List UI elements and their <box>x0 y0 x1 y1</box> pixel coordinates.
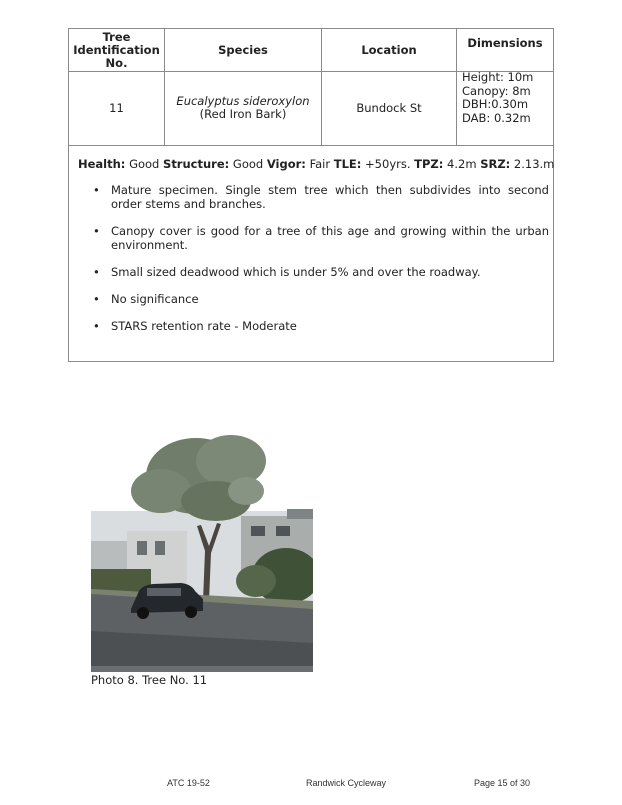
tle-label: TLE: <box>333 157 362 171</box>
tpz-label: TPZ: <box>414 157 444 171</box>
location-value: Bundock St <box>322 71 457 145</box>
tle-value: +50yrs. <box>365 157 411 171</box>
table-row <box>69 71 553 146</box>
footer-project-name: Randwick Cycleway <box>306 778 387 788</box>
tree-assessment-table <box>68 28 554 362</box>
table-header-row <box>69 29 553 72</box>
vigor-value: Fair <box>309 157 331 171</box>
health-label: Health: <box>78 157 126 171</box>
tree-photo-illustration <box>91 431 313 672</box>
dimension-canopy: Canopy: 8m <box>462 83 531 98</box>
header-location: Location <box>322 29 457 71</box>
tree-photo <box>91 431 313 672</box>
list-item: • Mature specimen. Single stem tree which then subdivides into second order stems and branches. <box>93 183 549 211</box>
structure-value: Good <box>232 157 264 171</box>
list-item: • STARS retention rate - Moderate <box>93 319 549 333</box>
species-botanical-name: Eucalyptus sideroxylon <box>176 94 310 108</box>
species-cell <box>165 71 322 145</box>
tree-id-value: 11 <box>69 71 165 145</box>
assessment-notes-list <box>93 183 549 346</box>
dimension-dab: DAB: 0.32m <box>462 110 531 125</box>
srz-value: 2.13.m <box>513 157 555 171</box>
header-dimensions: Dimensions <box>467 36 543 50</box>
tree-details-section <box>69 145 553 361</box>
dimension-height: Height: 10m <box>462 70 534 84</box>
header-species: Species <box>165 29 322 71</box>
list-item: • Canopy cover is good for a tree of this age and growing within the urban environment. <box>93 224 549 252</box>
health-value: Good <box>129 157 160 171</box>
photo-caption: Photo 8. Tree No. 11 <box>91 673 208 687</box>
dimension-dbh: DBH:0.30m <box>462 97 529 111</box>
footer-document-code: ATC 19-52 <box>167 778 210 788</box>
list-item: • Small sized deadwood which is under 5% and over the roadway. <box>93 265 549 279</box>
srz-label: SRZ: <box>480 157 511 171</box>
species-common-name: (Red Iron Bark) <box>199 107 287 121</box>
tpz-value: 4.2m <box>447 157 477 171</box>
dimensions-cell <box>457 71 553 145</box>
list-item: • No significance <box>93 292 549 306</box>
health-summary-line <box>78 157 554 171</box>
structure-label: Structure: <box>163 157 230 171</box>
footer-page-number: Page 15 of 30 <box>474 778 531 788</box>
vigor-label: Vigor: <box>266 157 306 171</box>
header-tree-id: Tree Identification No. <box>69 29 165 71</box>
